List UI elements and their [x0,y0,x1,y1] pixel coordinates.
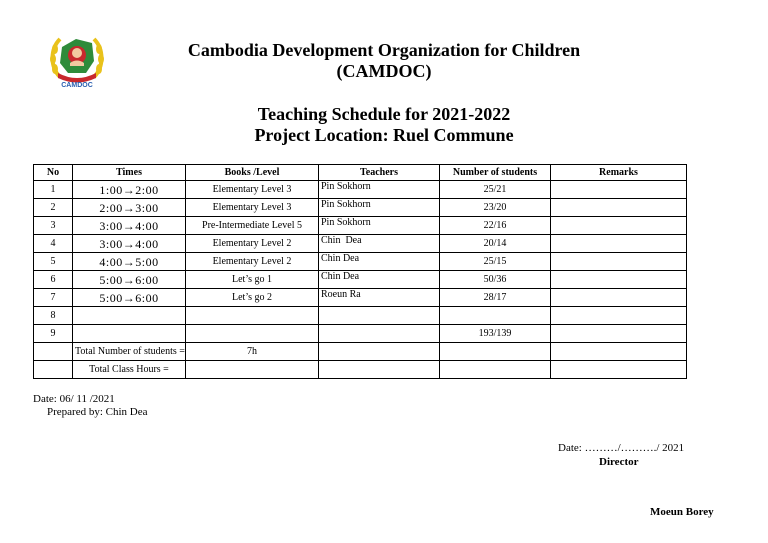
teaching-schedule-table [33,164,687,379]
cell-book: Elementary Level 3 [186,181,319,199]
cell-teacher [319,307,440,325]
cell-no: 5 [34,253,73,271]
org-name-line1: Cambodia Development Organization for Children [187,40,581,60]
org-name-line2: (CAMDOC) [336,61,432,81]
cell-no: 2 [34,199,73,217]
table-row [34,217,687,235]
total-hours-row [34,361,687,379]
cell-students: 23/20 [440,199,551,217]
cell-remarks [551,235,687,253]
cell-book: Pre-Intermediate Level 5 [186,217,319,235]
cell-students: 50/36 [440,271,551,289]
cell-empty [440,343,551,361]
cell-book [186,325,319,343]
total-students-label: Total Number of students = [73,343,186,361]
signer-name: Moeun Borey [650,506,714,518]
cell-empty [186,361,319,379]
document-date: Date: 06/ 11 /2021 [33,393,115,405]
logo-text: CAMDOC [61,82,93,89]
table-row [34,235,687,253]
cell-no: 1 [34,181,73,199]
cell-empty [551,343,687,361]
cell-students: 193/139 [440,325,551,343]
cell-empty [34,343,73,361]
col-header-students: Number of students [440,165,551,181]
cell-remarks [551,307,687,325]
director-label: Director [599,456,639,468]
cell-book: Elementary Level 3 [186,199,319,217]
schedule-heading [130,104,638,146]
cell-remarks [551,289,687,307]
cell-times [73,307,186,325]
cell-no: 8 [34,307,73,325]
total-students-row [34,343,687,361]
total-students-value: 7h [186,343,319,361]
cell-teacher: Chin Dea [319,253,440,271]
col-header-no: No [34,165,73,181]
table-row [34,289,687,307]
camdoc-logo [46,33,108,91]
cell-book [186,307,319,325]
cell-no: 6 [34,271,73,289]
cell-students: 22/16 [440,217,551,235]
total-hours-label: Total Class Hours = [73,361,186,379]
cell-times: 5:00→6:00 [73,289,186,307]
cell-remarks [551,199,687,217]
cell-empty [551,361,687,379]
cell-empty [34,361,73,379]
cell-times: 3:00→4:00 [73,217,186,235]
cell-teacher: Pin Sokhorn [319,217,440,235]
cell-remarks [551,253,687,271]
cell-students: 28/17 [440,289,551,307]
cell-no: 4 [34,235,73,253]
cell-students: 25/15 [440,253,551,271]
table-row [34,253,687,271]
cell-book: Let’s go 2 [186,289,319,307]
cell-times: 2:00→3:00 [73,199,186,217]
cell-remarks [551,271,687,289]
cell-teacher: Roeun Ra [319,289,440,307]
cell-book: Let’s go 1 [186,271,319,289]
cell-remarks [551,181,687,199]
cell-no: 9 [34,325,73,343]
table-header-row [34,165,687,181]
cell-book: Elementary Level 2 [186,253,319,271]
cell-empty [319,361,440,379]
col-header-times: Times [73,165,186,181]
cell-students: 25/21 [440,181,551,199]
cell-empty [319,343,440,361]
cell-teacher: Chin Dea [319,271,440,289]
cell-teacher [319,325,440,343]
schedule-title: Teaching Schedule for 2021-2022 [257,104,511,124]
col-header-books: Books /Level [186,165,319,181]
cell-times: 1:00→2:00 [73,181,186,199]
cell-teacher: Pin Sokhorn [319,181,440,199]
cell-teacher: Chin Dea [319,235,440,253]
map-emblem-icon [60,39,94,73]
cell-times [73,325,186,343]
col-header-teachers: Teachers [319,165,440,181]
table-row [34,181,687,199]
table-row [34,199,687,217]
cell-no: 7 [34,289,73,307]
table-row [34,325,687,343]
cell-remarks [551,325,687,343]
cell-times: 4:00→5:00 [73,253,186,271]
cell-times: 3:00→4:00 [73,235,186,253]
cell-times: 5:00→6:00 [73,271,186,289]
col-header-remarks: Remarks [551,165,687,181]
cell-students [440,307,551,325]
cell-remarks [551,217,687,235]
prepared-by: Prepared by: Chin Dea [47,406,148,418]
table-row [34,307,687,325]
cell-teacher: Pin Sokhorn [319,199,440,217]
cell-book: Elementary Level 2 [186,235,319,253]
table-row [34,271,687,289]
organization-name [130,40,638,82]
signature-date: Date: ………/………./ 2021 [558,442,685,454]
cell-no: 3 [34,217,73,235]
project-location: Project Location: Ruel Commune [254,125,514,145]
cell-empty [440,361,551,379]
cell-students: 20/14 [440,235,551,253]
